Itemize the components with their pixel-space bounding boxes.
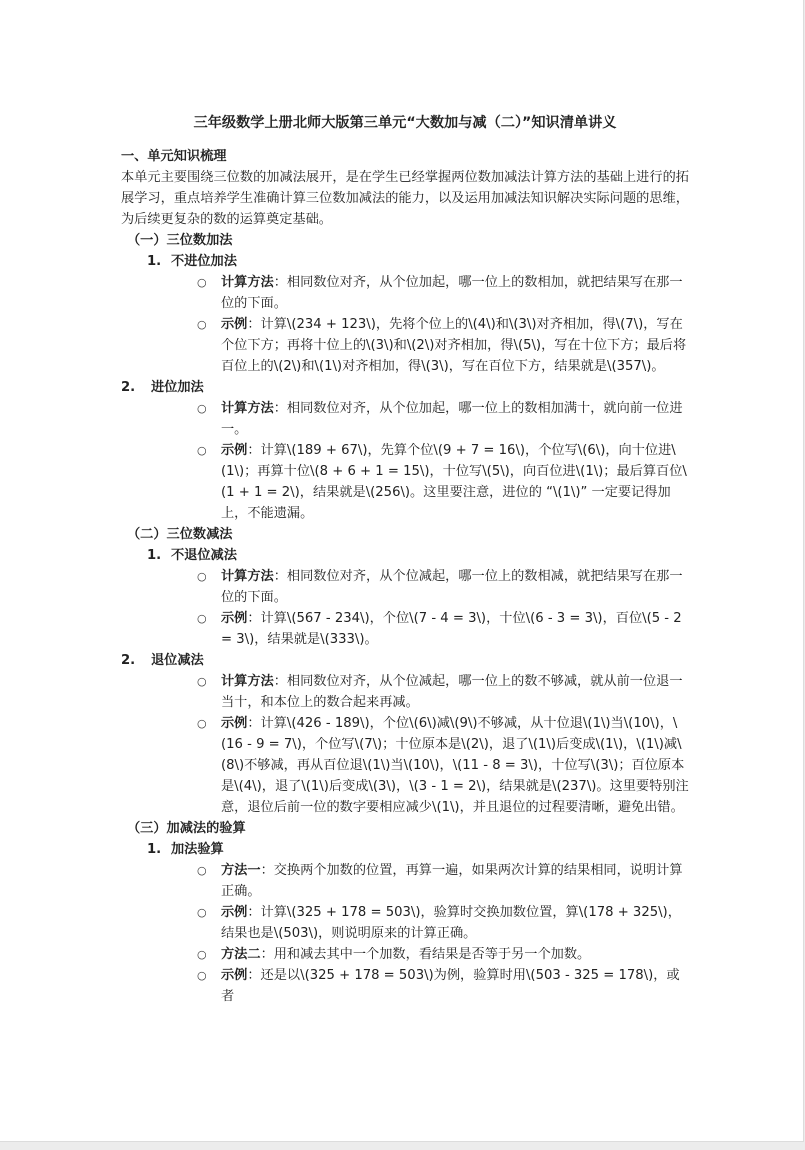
item-text: ：计算\(234 + 123\)，先将个位上的\(4\)和\(3\)对齐相加，得\(7\)，写在个位下方；再将十位上的\(3\)和\(2\)对齐相加，得\(5\)，写在十位下方；最后将百位上的\(2\)和\(1\)对齐相加，得\(3\)，写在百位下方，结果就是\(357\)。 [221, 317, 687, 374]
subheading-no-carry-addition [121, 251, 689, 272]
item-text: ：计算\(189 + 67\)，先算个位\(9 + 7 = 16\)，个位写\(6\)，向十位进\(1\)；再算十位\(8 + 6 + 1 = 15\)，十位写\(5\)，向百位进\(1\)；最后算百位\(1 + 1 = 2\)，结果就是\(256\)。这里要注意，进位的 “\(1\)” 一定要记得加上，不能遗漏。 [221, 443, 687, 521]
item-text: ：交换两个加数的位置，再算一遍，如果两次计算的结果相同，说明计算正确。 [221, 863, 683, 899]
bullet-list [121, 398, 689, 524]
subheading-label: 加法验算 [171, 842, 224, 857]
circle-bullet-icon: ○ [197, 675, 207, 688]
item-text: ：用和减去其中一个加数，看结果是否等于另一个加数。 [260, 947, 591, 962]
item-label: 计算方法 [221, 401, 274, 416]
item-text: ：相同数位对齐，从个位加起，哪一位上的数相加，就把结果写在那一位的下面。 [221, 275, 683, 311]
subheading-label: 不退位减法 [171, 548, 237, 563]
circle-bullet-icon: ○ [197, 318, 207, 331]
circle-bullet-icon: ○ [197, 612, 207, 625]
circle-bullet-icon: ○ [197, 969, 207, 982]
circle-bullet-icon: ○ [197, 906, 207, 919]
subheading-number: 1. [147, 548, 162, 563]
section-intro: 本单元主要围绕三位数的加减法展开，是在学生已经掌握两位数加减法计算方法的基础上进行的拓展学习，重点培养学生准确计算三位数加减法的能力，以及运用加减法知识解决实际问题的思维，为后续更复杂的数的运算奠定基础。 [121, 170, 689, 227]
item-text: ：相同数位对齐，从个位加起，哪一位上的数相加满十，就向前一位进一。 [221, 401, 683, 437]
list-item [197, 902, 689, 944]
subheading-number: 1. [147, 842, 162, 857]
item-label: 示例 [221, 716, 248, 731]
circle-bullet-icon: ○ [197, 570, 207, 583]
bullet-list [121, 566, 689, 650]
list-item [197, 398, 689, 440]
list-item [197, 314, 689, 377]
list-item [197, 713, 689, 818]
circle-bullet-icon: ○ [197, 948, 207, 961]
item-label: 方法二 [221, 947, 261, 962]
item-label: 示例 [221, 968, 248, 983]
part-heading-addition: （一）三位数加法 [127, 233, 233, 248]
circle-bullet-icon: ○ [197, 402, 207, 415]
item-label: 示例 [221, 611, 248, 626]
item-text: ：计算\(325 + 178 = 503\)，验算时交换加数位置，算\(178 + 325\)，结果也是\(503\)，则说明原来的计算正确。 [221, 905, 681, 941]
subheading-label: 进位加法 [151, 380, 204, 395]
circle-bullet-icon: ○ [197, 864, 207, 877]
item-label: 示例 [221, 443, 248, 458]
item-text: ：还是以\(325 + 178 = 503\)为例，验算时用\(503 - 325 = 178\)，或者 [221, 968, 680, 1004]
item-text: ：相同数位对齐，从个位减起，哪一位上的数相减，就把结果写在那一位的下面。 [221, 569, 683, 605]
bullet-list [121, 272, 689, 377]
subheading-number: 2. [121, 380, 136, 395]
item-label: 计算方法 [221, 569, 274, 584]
page-title: 三年级数学上册北师大版第三单元“大数加与减（二）”知识清单讲义 [193, 115, 617, 131]
part-heading-subtraction: （二）三位数减法 [127, 527, 233, 542]
item-label: 计算方法 [221, 275, 274, 290]
subheading-label: 不进位加法 [171, 254, 237, 269]
bullet-list [121, 860, 689, 1007]
circle-bullet-icon: ○ [197, 276, 207, 289]
list-item [197, 566, 689, 608]
subheading-borrow-subtraction [121, 650, 689, 671]
list-item [197, 671, 689, 713]
list-item [197, 965, 689, 1007]
part-heading-verification: （三）加减法的验算 [127, 821, 246, 836]
circle-bullet-icon: ○ [197, 444, 207, 457]
subheading-addition-check [121, 839, 689, 860]
subheading-no-borrow-subtraction [121, 545, 689, 566]
list-item [197, 860, 689, 902]
list-item [197, 272, 689, 314]
item-label: 计算方法 [221, 674, 274, 689]
bullet-list [121, 671, 689, 818]
item-label: 示例 [221, 905, 248, 920]
list-item [197, 440, 689, 524]
subheading-carry-addition [121, 377, 689, 398]
document-content [121, 112, 689, 1007]
section-heading-1: 一、单元知识梳理 [121, 149, 227, 164]
subheading-number: 1. [147, 254, 162, 269]
item-text: ：计算\(426 - 189\)，个位\(6\)减\(9\)不够减，从十位退\(1\)当\(10\)，\(16 - 9 = 7\)，个位写\(7\)；十位原本是\(2\)，退了\(1\)后变成\(1\)，\(1\)减\(8\)不够减，再从百位退\(1\)当\(10\)，\(11 - 8 = 3\)，十位写\(3\)；百位原本是\(4\)，退了\(1\)后变成\(3\)，\(3 - 1 = 2\)，结果就是\(237\)。这里要特别注意，退位后前一位的数字要相应减少\(1\)，并且退位的过程要清晰，避免出错。 [221, 716, 689, 815]
item-label: 方法一 [221, 863, 261, 878]
list-item [197, 608, 689, 650]
item-text: ：计算\(567 - 234\)，个位\(7 - 4 = 3\)，十位\(6 - 3 = 3\)，百位\(5 - 2 = 3\)，结果就是\(333\)。 [221, 611, 682, 647]
item-text: ：相同数位对齐，从个位减起，哪一位上的数不够减，就从前一位退一当十，和本位上的数合起来再减。 [221, 674, 683, 710]
item-label: 示例 [221, 317, 248, 332]
circle-bullet-icon: ○ [197, 717, 207, 730]
list-item [197, 944, 689, 965]
subheading-label: 退位减法 [151, 653, 204, 668]
subheading-number: 2. [121, 653, 136, 668]
